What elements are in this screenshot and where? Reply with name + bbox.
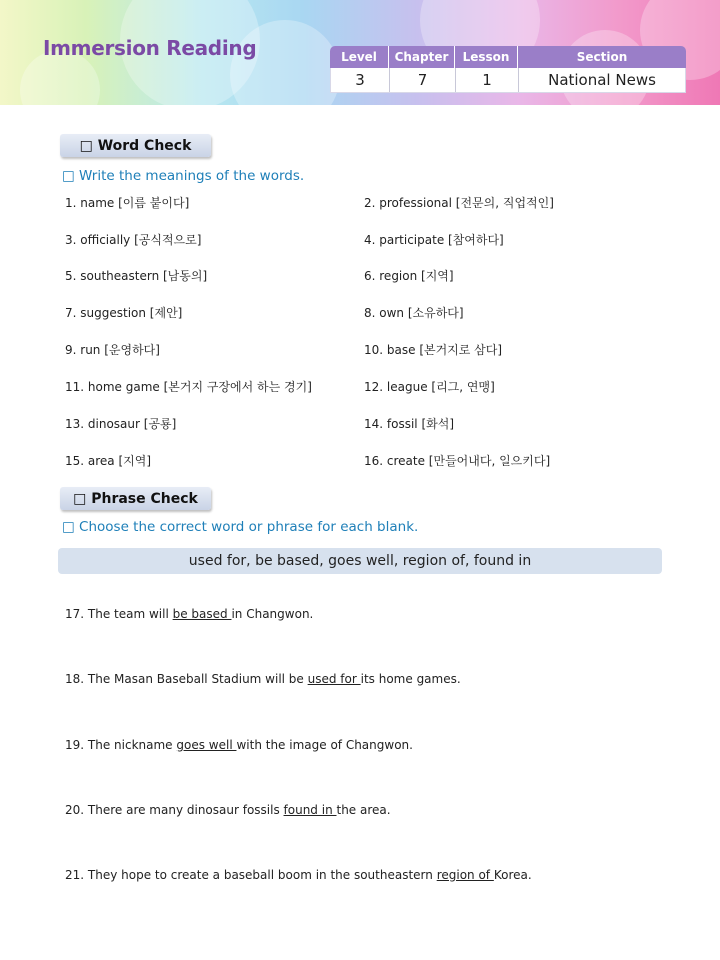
lesson-value: 1 bbox=[456, 68, 519, 92]
lesson-info-values bbox=[330, 68, 686, 93]
section-value: National News bbox=[548, 71, 656, 89]
word-item: 10. base [본거지로 삼다] bbox=[364, 343, 503, 357]
word-item: 7. suggestion [제안] bbox=[65, 306, 183, 320]
sentence-answer: be based bbox=[172, 607, 232, 621]
sentence-text: Korea. bbox=[493, 868, 532, 882]
sentence-text: with the image of Changwon. bbox=[236, 738, 413, 752]
sentence-text: in Changwon. bbox=[231, 607, 314, 621]
phrase-check-instruction: □ Choose the correct word or phrase for each blank. bbox=[62, 519, 419, 535]
word-check-instruction: □ Write the meanings of the words. bbox=[62, 168, 305, 184]
sentence-text: 20. There are many dinosaur fossils bbox=[65, 803, 284, 817]
lesson-info-header bbox=[330, 46, 686, 68]
sentence-item bbox=[65, 868, 532, 882]
word-item: 13. dinosaur [공룡] bbox=[65, 417, 177, 431]
word-item: 3. officially [공식적으로] bbox=[65, 233, 202, 247]
word-item: 1. name [이름 붙이다] bbox=[65, 196, 190, 210]
sentence-item bbox=[65, 607, 313, 621]
word-item: 11. home game [본거지 구장에서 하는 경기] bbox=[65, 380, 312, 394]
level-header: Level bbox=[330, 46, 389, 68]
lesson-info-table bbox=[330, 46, 686, 93]
sentence-text: 21. They hope to create a baseball boom in the southeastern bbox=[65, 868, 437, 882]
word-item: 8. own [소유하다] bbox=[364, 306, 464, 320]
sentence-text: the area. bbox=[336, 803, 391, 817]
sentence-text: 19. The nickname bbox=[65, 738, 177, 752]
word-item: 2. professional [전문의, 직업적인] bbox=[364, 196, 554, 210]
logo: Immersion Reading bbox=[43, 36, 257, 60]
phrase-check-heading: □ Phrase Check bbox=[60, 487, 211, 510]
sentence-text: 18. The Masan Baseball Stadium will be bbox=[65, 672, 308, 686]
lesson-header: Lesson bbox=[455, 46, 518, 68]
sentence-answer: found in bbox=[283, 803, 337, 817]
word-item: 15. area [지역] bbox=[65, 454, 152, 468]
sentence-text: 17. The team will bbox=[65, 607, 173, 621]
sentence-answer: used for bbox=[307, 672, 361, 686]
word-item: 9. run [운영하다] bbox=[65, 343, 160, 357]
word-bank: used for, be based, goes well, region of, found in bbox=[58, 548, 662, 574]
word-item: 4. participate [참여하다] bbox=[364, 233, 504, 247]
sentence-item bbox=[65, 738, 413, 752]
sentence-item bbox=[65, 672, 461, 686]
chapter-value: 7 bbox=[390, 68, 456, 92]
chapter-header: Chapter bbox=[389, 46, 455, 68]
word-item: 6. region [지역] bbox=[364, 269, 454, 283]
word-item: 14. fossil [화석] bbox=[364, 417, 454, 431]
sentence-answer: region of bbox=[436, 868, 494, 882]
word-item: 5. southeastern [남동의] bbox=[65, 269, 208, 283]
sentence-answer: goes well bbox=[176, 738, 237, 752]
word-item: 12. league [리그, 연맹] bbox=[364, 380, 495, 394]
word-check-heading: □ Word Check bbox=[60, 134, 211, 157]
word-item: 16. create [만들어내다, 일으키다] bbox=[364, 454, 551, 468]
level-value: 3 bbox=[331, 68, 390, 92]
section-header: Section bbox=[576, 50, 628, 64]
sentence-text: its home games. bbox=[360, 672, 461, 686]
sentence-item bbox=[65, 803, 391, 817]
header-banner bbox=[0, 0, 720, 105]
